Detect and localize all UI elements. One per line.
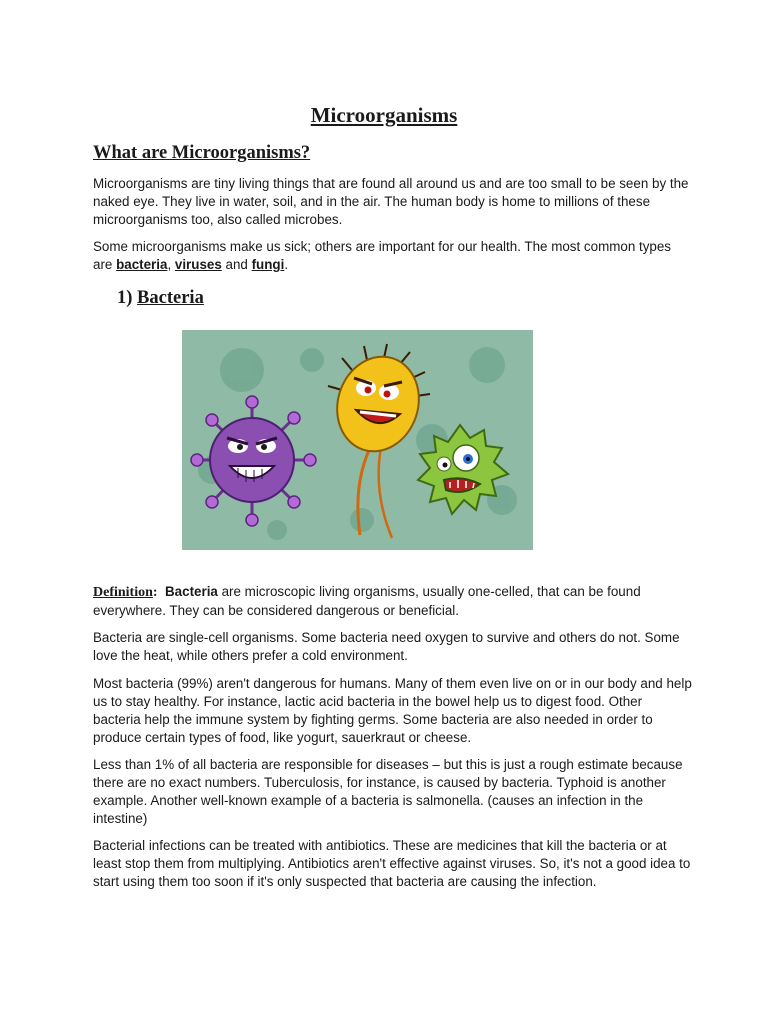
paragraph-2: Bacteria are single-cell organisms. Some bacteria need oxygen to survive and others do not. Some love the heat, while others prefer a cold environment. <box>93 630 680 663</box>
section-bacteria-heading <box>117 288 204 309</box>
definition-paragraph <box>93 583 693 620</box>
intro-paragraph: Microorganisms are tiny living things that are found all around us and are too small to be seen by the naked eye. They live in water, soil, and in the air. The human body is home to millions of these microorganisms too, also called microbes. <box>93 176 689 227</box>
definition-text: are microscopic living organisms, usually one-celled, that can be found everywhere. They can be considered dangerous or beneficial. <box>93 584 641 618</box>
bacteria-illustration <box>182 330 533 550</box>
type-bacteria: bacteria <box>116 257 168 272</box>
paragraph-3: Most bacteria (99%) aren't dangerous for humans. Many of them even live on or in our body and help us to stay healthy. For instance, lactic acid bacteria in the bowel help us to digest food. Other bacteria help the immune system by fighting germs. Some bacteria are also needed in order to produce certain types of food, like yogurt, sauerkraut or cheese. <box>93 676 692 745</box>
definition-label: Definition <box>93 585 153 600</box>
document-title: Microorganisms <box>310 103 458 127</box>
definition-colon: : <box>152 585 158 600</box>
paragraph-4: Less than 1% of all bacteria are responsible for diseases – but this is just a rough estimate because there are no exact numbers. Tuberculosis, for instance, is caused by bacteria. Typhoid is another example. Another well-known example of a bacteria is salmonella. (causes an infection in the intestine) <box>93 757 683 826</box>
section-title: Bacteria <box>137 288 204 308</box>
types-sep1: , <box>167 257 175 272</box>
type-viruses: viruses <box>174 257 222 272</box>
section-number: 1) <box>117 288 138 308</box>
section-heading: What are Microorganisms? <box>93 143 311 163</box>
types-sep2: and <box>221 257 252 272</box>
type-fungi: fungi <box>251 257 285 272</box>
definition-term: Bacteria <box>165 584 218 599</box>
types-paragraph <box>93 238 693 274</box>
paragraph-5: Bacterial infections can be treated with antibiotics. These are medicines that kill the bacteria or at least stop them from multiplying. Antibiotics aren't effective against viruses. So, it's not a good idea to start using them too soon if it's only suspected that bacteria are causing the infection. <box>93 838 691 889</box>
types-suffix: . <box>284 257 289 272</box>
types-prefix: Some microorganisms make us sick; others are important for our health. The most common types are <box>93 239 672 272</box>
